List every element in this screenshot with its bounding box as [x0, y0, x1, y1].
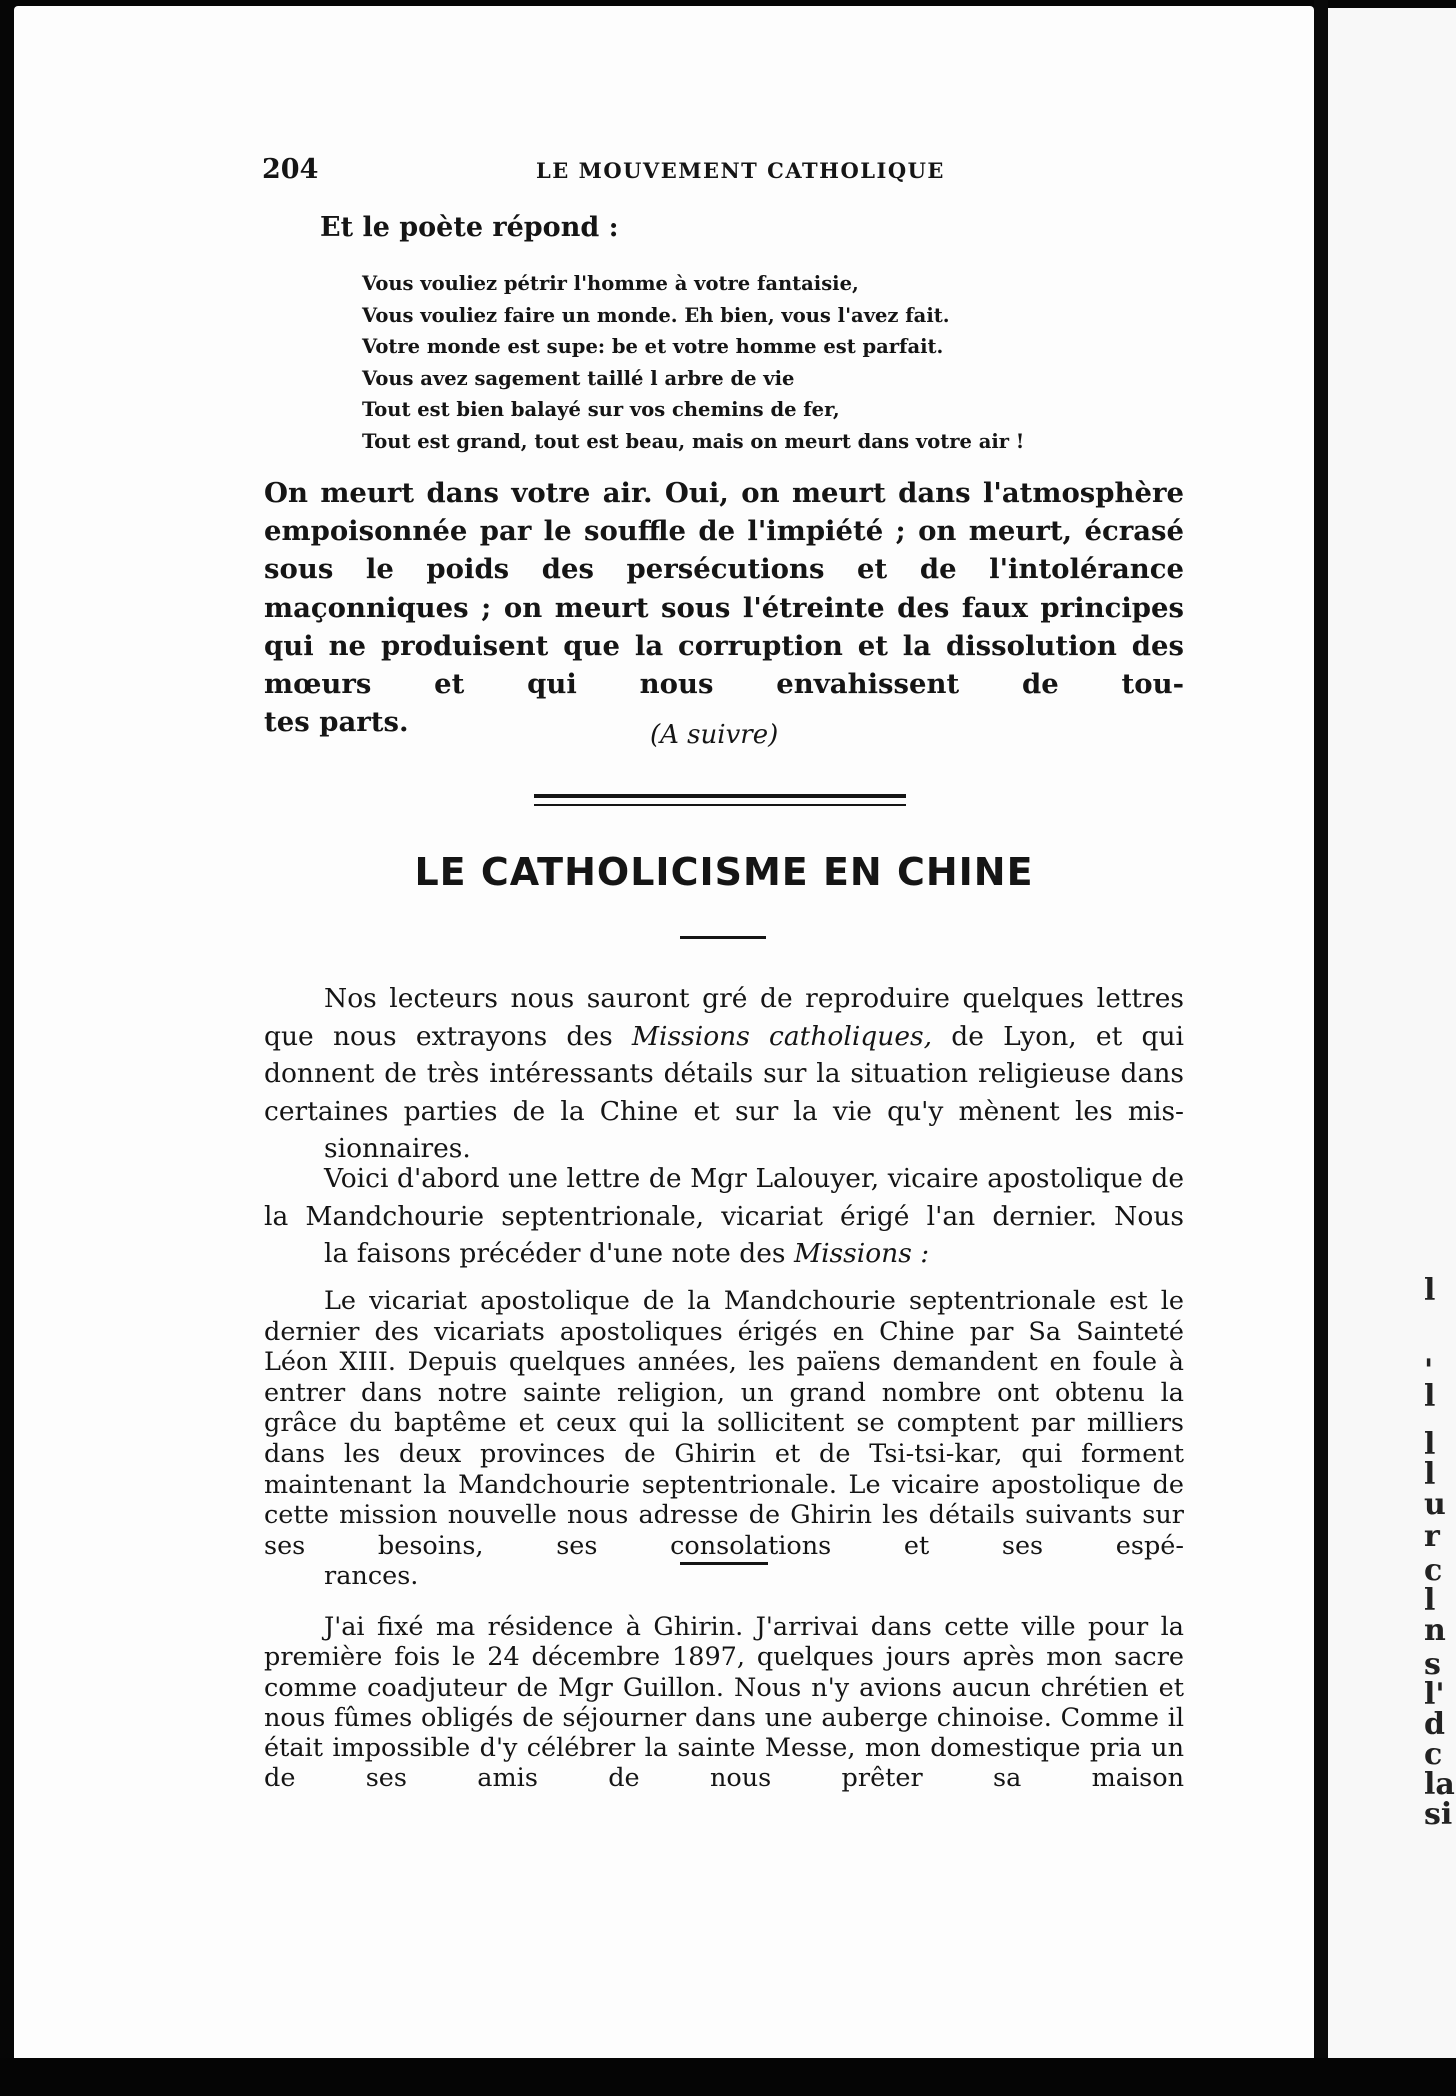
facing-fragment: l — [1424, 1379, 1436, 1414]
facing-fragment: l — [1424, 1427, 1436, 1462]
facing-fragment: la — [1424, 1767, 1455, 1802]
section-divider — [534, 794, 906, 808]
paragraph-last-line — [264, 1235, 1184, 1273]
poem-line: Vous vouliez faire un monde. Eh bien, vous l'avez fait. — [362, 303, 950, 327]
facing-fragment: s — [1424, 1647, 1441, 1682]
facing-fragment: u — [1424, 1487, 1446, 1522]
paragraph-last-line: rances. — [324, 1561, 419, 1592]
poem-line: Tout est grand, tout est beau, mais on meurt dans votre air ! — [362, 429, 1025, 453]
facing-fragment: d — [1424, 1707, 1445, 1742]
facing-fragment: ' — [1424, 1353, 1434, 1388]
letter-intro-paragraph — [264, 1160, 1184, 1273]
facing-fragment: si — [1424, 1797, 1453, 1832]
binding-gutter — [1314, 0, 1328, 2096]
poem-line: Tout est bien balayé sur vos chemins de fer, — [362, 398, 840, 421]
paragraph-text: la faisons précéder d'une note des — [324, 1238, 794, 1270]
to-be-continued: (A suivre) — [650, 720, 779, 750]
paragraph-text: de Lyon, et qui donnent de très intéressants détails sur la situation religieuse dans certaines parties de la Chine et sur la vie qu'y mènent les mis- — [264, 1020, 1184, 1127]
facing-fragment: l — [1424, 1457, 1436, 1492]
running-title: LE MOUVEMENT CATHOLIQUE — [536, 158, 945, 183]
article-title: LE CATHOLICISME EN CHINE — [414, 850, 1034, 894]
divider-thin-line — [534, 804, 906, 806]
running-header — [262, 154, 1192, 190]
page-number: 204 — [262, 154, 319, 185]
paragraph-last-line: tes parts. — [264, 706, 409, 739]
facing-fragment: c — [1424, 1737, 1443, 1772]
publication-name: Missions : — [793, 1238, 930, 1270]
poem-line: Vous vouliez pétrir l'homme à votre fantaisie, — [362, 272, 859, 295]
facing-fragment: c — [1424, 1553, 1443, 1588]
poem-line: Votre monde est supe: be et votre homme est parfait. — [362, 335, 944, 358]
paragraph-text: Nos lecteurs nous sauront gré de reproduire quelques lettres que nous extrayons des — [264, 983, 1184, 1052]
paragraph-text: On meurt dans votre air. Oui, on meurt dans l'atmosphère empoisonnée par le souffle de l'impiété ; on meurt, écrasé sous le poids des persécutions et de l'intolérance maçonniques ; on meurt sous l'étreinte des faux principes qui ne produisent que la corruption et la dissolution des mœurs et qui nous envahissent de tou- — [264, 477, 1184, 701]
poem-quote — [362, 268, 1024, 457]
poem-intro: Et le poète répond : — [320, 212, 619, 243]
intro-paragraph — [264, 980, 1184, 1168]
paragraph-text: Le vicariat apostolique de la Mandchourie septentrionale est le dernier des vicariats apostoliques érigés en Chine par Sa Sainteté Léon XIII. Depuis quelques années, les païens demandent en foule à entrer dans notre sainte religion, un grand nombre ont obtenu la grâce du baptême et ceux qui la sollicitent se comptent par milliers dans les deux provinces de Ghirin et de Tsi-tsi-kar, qui forment maintenant la Mandchourie septentrionale. Le vicaire apostolique de cette mission nouvelle nous adresse de Ghirin les détails suivants sur ses besoins, ses consolations et ses espé- — [264, 1286, 1184, 1561]
facing-fragment: n — [1424, 1613, 1446, 1648]
scan-bottom-border — [0, 2058, 1456, 2096]
publication-name: Missions catholiques, — [631, 1020, 933, 1052]
poem-line: Vous avez sagement taillé l arbre de vie — [362, 366, 795, 390]
section-break-rule — [680, 1562, 768, 1565]
letter-paragraph — [264, 1612, 1184, 1794]
editorial-note-paragraph — [264, 1286, 1184, 1592]
facing-fragment: l — [1424, 1583, 1436, 1618]
facing-fragment: r — [1424, 1519, 1440, 1554]
divider-thick-line — [534, 794, 906, 798]
paragraph-last-line: sionnaires. — [324, 1133, 471, 1165]
paragraph-text: Voici d'abord une lettre de Mgr Lalouyer, vicaire apostolique de la Mandchourie septentrionale, vicariat érigé l'an dernier. Nous — [264, 1163, 1184, 1232]
facing-fragment: l — [1424, 1273, 1436, 1308]
facing-fragment: l' — [1424, 1677, 1445, 1712]
paragraph-text: J'ai fixé ma résidence à Ghirin. J'arrivai dans cette ville pour la première fois le 24 décembre 1897, quelques jours après mon sacre comme coadjuteur de Mgr Guillon. Nous n'y avions aucun chrétien et nous fûmes obligés de séjourner dans une auberge chinoise. Comme il était impossible d'y célébrer la sainte Messe, mon domestique pria un de ses amis de nous prêter sa maison — [264, 1612, 1184, 1794]
title-underline — [680, 936, 766, 939]
closing-paragraph — [264, 474, 1184, 741]
